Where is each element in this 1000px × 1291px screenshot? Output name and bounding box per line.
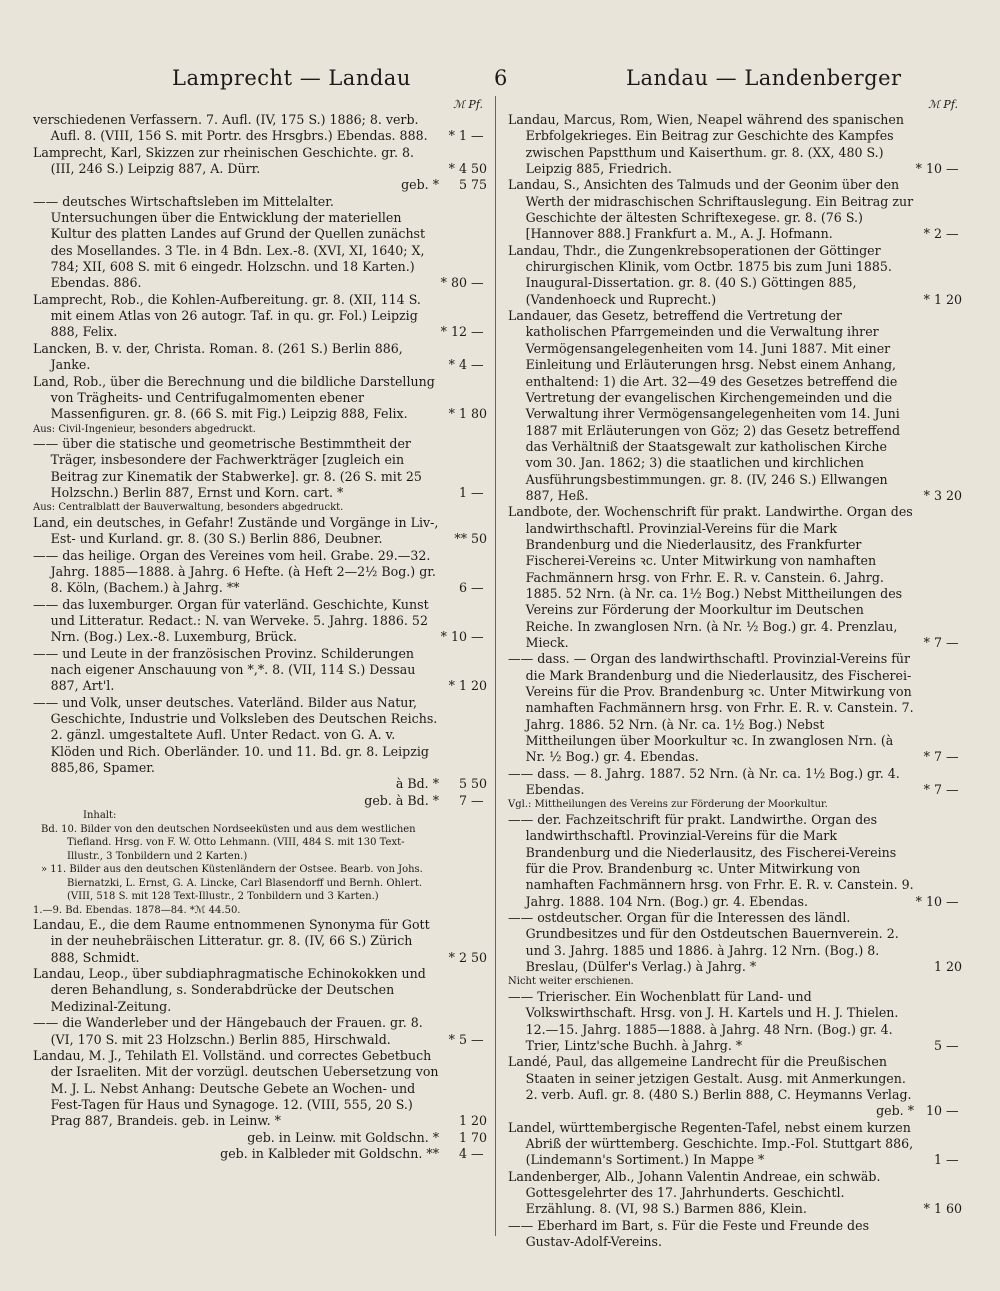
entry-text: Landau, Marcus, Rom, Wien, Neapel während des spanischen Erbfolgekrieges. Ein Beitrag zur Geschichte des Kampfes zwischen Papstthum und Kaiserthum. gr. 8. (XX, 480 S.) Leipzig 885, Friedrich.	[508, 112, 904, 177]
catalog-entry	[508, 1103, 964, 1119]
price-pfennig: 60	[946, 1201, 963, 1217]
price-cell	[914, 177, 964, 242]
price-cell	[439, 436, 489, 501]
price-pfennig: —	[471, 1031, 484, 1047]
column-divider	[495, 96, 496, 1236]
price-cell	[914, 504, 964, 651]
price-column-heading	[508, 98, 964, 110]
catalog-entry	[508, 243, 964, 308]
price-mark: * 10	[915, 161, 942, 177]
price-pfennig: —	[471, 629, 484, 645]
price-cell	[439, 917, 489, 966]
price-pfennig: 50	[471, 531, 488, 547]
catalog-entry	[33, 145, 489, 178]
entry-text: Lancken, B. v. der, Christa. Roman. 8. (261 S.) Berlin 886, Janke.	[33, 340, 403, 373]
entry-text: Landauer, das Gesetz, betreffend die Vertretung der katholischen Pfarrgemeinden und die Verwaltung ihrer Vermögensangelegenheiten vom 14. Juni 1887. Mit einer Einleitung und Erläuterungen hrsg. Nebst einem Anhang, enthaltend: 1) die Art. 32—49 des Gesetzes betreffend die Vertretung der evangelischen Kirchengemeinden und die Verwaltung ihrer Vermögensangelegenheiten vom 14. Juni 1887 mit Erläuterungen von Göz; 2) das Gesetz betreffend das Verhältniß der Staatsgewalt zur katholischen Kirche vom 30. Jan. 1862; 3) die staatlichen und kirchlichen Ausführungsbestimmungen. gr. 8. (IV, 246 S.) Ellwangen 887, Heß.	[508, 308, 901, 503]
price-pfennig: 20	[946, 959, 963, 975]
entry-note: Nicht weiter erschienen.	[508, 976, 634, 988]
price-pfennig: —	[946, 1152, 959, 1168]
catalog-entry	[33, 793, 489, 809]
entry-text: Lamprecht, Karl, Skizzen zur rheinischen Geschichte. gr. 8. (III, 246 S.) Leipzig 887, A. Dürr.	[33, 144, 414, 177]
entry-text: —— das luxemburger. Organ für vaterländ. Geschichte, Kunst und Litteratur. Redact.: N. van Werveke. 5. Jahrg. 1886. 52 Nrn. (Bog.) Lex.-8. Luxemburg, Brück.	[33, 596, 429, 645]
entry-note: Vgl.: Mittheilungen des Vereins zur Förderung der Moorkultur.	[508, 799, 828, 811]
catalog-entry	[33, 374, 489, 423]
catalog-entry	[33, 292, 489, 341]
price-cell	[914, 1169, 964, 1218]
price-mark: 7	[458, 792, 467, 808]
price-cell	[914, 651, 964, 765]
price-pfennig: —	[946, 226, 959, 242]
catalog-entry	[33, 1130, 489, 1146]
price-mark: * 5	[448, 1031, 467, 1047]
entry-text: geb. in Kalbleder mit Goldschn. **	[220, 1145, 439, 1161]
catalog-entry	[508, 812, 964, 910]
price-cell	[439, 292, 489, 341]
entry-text: Land, Rob., über die Berechnung und die bildliche Darstellung von Trägheits- und Centrifugalmomenten ebener Massenfiguren. gr. 8. (66 S. mit Fig.) Leipzig 888, Felix.	[33, 373, 435, 422]
price-mark: 5	[458, 177, 467, 193]
price-cell	[439, 1048, 489, 1130]
price-cell	[439, 646, 489, 695]
entry-text: —— der. Fachzeitschrift für prakt. Landwirthe. Organ des landwirthschaftl. Provinzial-Vereins für die Mark Brandenburg und die Niederlausitz, des Fischerei-Vereins für die Prov. Brandenburg ꝛc. Unter Mitwirkung von namhaften Fachmännern hrsg. von Frhr. E. R. v. Canstein. 9. Jahrg. 1888. 104 Nrn. (Bog.) gr. 4. Ebendas.	[508, 811, 914, 909]
price-mark: * 2	[923, 226, 942, 242]
catalog-entry	[508, 1120, 964, 1169]
price-cell	[439, 776, 489, 792]
price-pfennig: 50	[471, 776, 488, 792]
entry-text: —— Trierischer. Ein Wochenblatt für Land- und Volkswirthschaft. Hrsg. von J. H. Kartels und H. J. Thielen. 12.—15. Jahrg. 1885—1888. à Jahrg. 48 Nrn. (Bog.) gr. 4. Trier, Lintz'sche Buchh. à Jahrg. *	[508, 988, 899, 1053]
price-cell	[914, 989, 964, 1054]
price-mark: * 1	[923, 1201, 942, 1217]
price-pfennig: —	[471, 275, 484, 291]
catalog-entry	[508, 1218, 964, 1251]
price-cell	[439, 374, 489, 423]
price-mark: * 2	[448, 949, 467, 965]
entry-text: —— deutsches Wirtschaftsleben im Mittelalter. Untersuchungen über die Entwicklung der materiellen Kultur des platten Landes auf Grund der Quellen zunächst des Mosellandes. 3 Tle. in 4 Bdn. Lex.-8. (XVI, XI, 1640; X, 784; XII, 608 S. mit 6 eingedr. Holzschn. und 18 Karten.) Ebendas. 886.	[33, 193, 426, 291]
catalog-entry	[508, 177, 964, 242]
entry-text: Landau, Thdr., die Zungenkrebsoperationen der Göttinger chirurgischen Klinik, vom Octbr. 1875 bis zum Juni 1885. Inaugural-Dissertation. gr. 8. (40 S.) Göttingen 885, (Vandenhoeck und Ruprecht.)	[508, 242, 892, 307]
price-cell	[914, 243, 964, 308]
price-mark: * 12	[440, 324, 467, 340]
catalog-entry	[33, 695, 489, 777]
price-mark: * 7	[923, 749, 942, 765]
price-mark: * 1	[923, 291, 942, 307]
price-mark: 5	[933, 1037, 942, 1053]
price-mark: 5	[458, 776, 467, 792]
price-pfennig: —	[946, 749, 959, 765]
price-pfennig: —	[946, 161, 959, 177]
price-pfennig: 70	[471, 1129, 488, 1145]
entry-text: Landau, S., Ansichten des Talmuds und der Geonim über den Werth der midraschischen Schriftauslegung. Ein Beitrag zur Geschichte der ältesten Schriftexegese. gr. 8. (76 S.) [Hannover 888.] Frankfurt a. M., A. J. Hofmann.	[508, 177, 914, 242]
page-number: 6	[494, 66, 508, 90]
price-pfennig: —	[471, 1145, 484, 1161]
catalog-entry	[33, 1048, 489, 1130]
entry-text: Land, ein deutsches, in Gefahr! Zustände und Vorgänge in Liv-, Est- und Kurland. gr. 8. (30 S.) Berlin 886, Deubner.	[33, 514, 439, 547]
price-cell	[439, 515, 489, 548]
running-head-right: Landau — Landenberger	[626, 66, 902, 90]
price-mark: * 3	[923, 487, 942, 503]
price-column-heading	[33, 98, 489, 110]
entry-text: —— dass. — 8. Jahrg. 1887. 52 Nrn. (à Nr. ca. 1½ Bog.) gr. 4. Ebendas.	[508, 765, 900, 798]
price-pfennig: 50	[471, 949, 488, 965]
price-mark: * 7	[923, 635, 942, 650]
catalog-entry	[508, 308, 964, 504]
running-head-left: Lamprecht — Landau	[172, 66, 411, 90]
price-cell	[439, 341, 489, 374]
price-pfennig: —	[946, 1037, 959, 1053]
price-cell	[439, 695, 489, 777]
price-pfennig: 75	[471, 177, 488, 193]
right-entry-list	[508, 112, 964, 1250]
catalog-entry	[508, 1054, 964, 1103]
right-column	[508, 98, 964, 1250]
price-mark: 1	[933, 959, 942, 975]
entry-text: Landau, M. J., Tehilath El. Vollständ. und correctes Gebetbuch der Israeliten. Mit der vorzügl. deutschen Uebersetzung von M. J. L. Nebst Anhang: Deutsche Gebete an Wochen- und Fest-Tagen für Haus und Synagoge. 12. (VIII, 555, 20 S.) Prag 887, Brandeis. geb. in Leinw. *	[33, 1047, 439, 1129]
entry-text: Lamprecht, Rob., die Kohlen-Aufbereitung. gr. 8. (XII, 114 S. mit einem Atlas von 26 autogr. Taf. in qu. gr. Fol.) Leipzig 888, Felix.	[33, 291, 421, 340]
price-pfennig: —	[471, 357, 484, 373]
catalog-entry	[33, 112, 489, 145]
catalog-entry	[33, 548, 489, 597]
entry-note: 1.—9. Bd. Ebendas. 1878—84. *ℳ 44.50.	[33, 904, 241, 916]
price-mark: * 1	[448, 678, 467, 694]
price-pfennig: 20	[946, 487, 963, 503]
catalog-entry	[33, 194, 489, 292]
price-mark: 10	[925, 1103, 942, 1119]
price-cell	[914, 766, 964, 799]
price-pfennig: —	[946, 635, 959, 650]
catalog-entry	[508, 1169, 964, 1218]
price-mark: * 80	[440, 275, 467, 291]
price-mark: * 7	[923, 782, 942, 798]
entry-text: geb. *	[401, 177, 439, 193]
price-pfennig: 80	[471, 406, 488, 422]
catalog-entry	[33, 1146, 489, 1162]
entry-note: Aus: Centralblatt der Bauverwaltung, besonders abgedruckt.	[33, 502, 344, 514]
catalog-entry	[33, 776, 489, 792]
entry-note: Bd. 10. Bilder von den deutschen Nordseeküsten und aus dem westlichen Tiefland. Hrsg. von F. W. Otto Lehmann. (VIII, 484 S. mit 130 Text-Illustr., 3 Tonbildern und 2 Karten.)	[41, 823, 416, 862]
contents-heading: Inhalt:	[83, 810, 117, 822]
left-entry-list	[33, 112, 489, 1162]
price-cell	[439, 177, 489, 193]
entry-text: —— und Leute in der französischen Provinz. Schilderungen nach eigener Anschauung von *,*. 8. (VII, 114 S.) Dessau 887, Art'l.	[33, 645, 416, 694]
entry-text: geb. *	[876, 1103, 914, 1119]
entry-text: Landau, E., die dem Raume entnommenen Synonyma für Gott in der neuhebräischen Litteratur. gr. 8. (IV, 66 S.) Zürich 888, Schmidt.	[33, 917, 430, 965]
catalog-entry	[33, 341, 489, 374]
catalog-entry	[33, 1015, 489, 1048]
entry-text: Landenberger, Alb., Johann Valentin Andreae, ein schwäb. Gottesgelehrter des 17. Jahrhunderts. Geschichtl. Erzählung. 8. (VI, 98 S.) Barmen 886, Klein.	[508, 1168, 881, 1217]
entry-text: —— dass. — Organ des landwirthschaftl. Provinzial-Vereins für die Mark Brandenburg und die Niederlausitz, des Fischerei-Vereins für die Prov. Brandenburg ꝛc. Unter Mitwirkung von namhaften Fachmännern hrsg. von Frhr. E. R. v. Canstein. 7. Jahrg. 1886. 52 Nrn. (à Nr. ca. 1½ Bog.) Nebst Mittheilungen über Moorkultur ꝛc. In zwanglosen Nrn. (à Nr. ½ Bog.) gr. 4. Ebendas.	[508, 651, 914, 765]
entry-note: » 11. Bilder aus den deutschen Küstenländern der Ostsee. Bearb. von Johs. Biernatzki, L. Ernst, G. A. Lincke, Carl Blasendorff und Bernh. Ohlert. (VIII, 518 S. mit 128 Text-Illustr., 2 Tonbildern und 3 Karten.)	[41, 864, 423, 903]
price-mark: 6	[458, 580, 467, 596]
price-mark: **	[454, 531, 467, 547]
price-cell	[439, 793, 489, 809]
price-cell	[439, 145, 489, 178]
price-pfennig: —	[946, 782, 959, 798]
catalog-entry	[33, 436, 489, 501]
price-cell	[914, 1103, 964, 1119]
price-cell	[914, 1218, 964, 1251]
price-pfennig: —	[471, 128, 484, 144]
price-pfennig: 50	[471, 161, 488, 177]
price-pfennig: 20	[471, 1113, 488, 1129]
catalog-entry	[508, 651, 964, 765]
price-pfennig: —	[946, 1103, 959, 1119]
price-cell	[439, 194, 489, 292]
price-pfennig: 20	[946, 291, 963, 307]
price-pfennig: —	[471, 485, 484, 501]
entry-text: Landé, Paul, das allgemeine Landrecht für die Preußischen Staaten in seiner jetzigen Gestalt. Ausg. mit Anmerkungen. 2. verb. Aufl. gr. 8. (480 S.) Berlin 888, C. Heymanns Verlag.	[508, 1054, 912, 1102]
entry-text: Landau, Leop., über subdiaphragmatische Echinokokken und deren Behandlung, s. Sonderabdrücke der Deutschen Medizinal-Zeitung.	[33, 966, 426, 1014]
left-column	[33, 98, 489, 1162]
price-cell	[439, 597, 489, 646]
price-mark: * 1	[448, 128, 467, 144]
price-pfennig: —	[471, 792, 484, 808]
entry-text: —— über die statische und geometrische Bestimmtheit der Träger, insbesondere der Fachwerkträger [zugleich ein Beitrag zur Kinematik der Stabwerke]. gr. 8. (26 S. mit 25 Holzschn.) Berlin 887, Ernst und Korn. cart. *	[33, 436, 422, 501]
price-pfennig: —	[471, 580, 484, 596]
entry-text: à Bd. *	[395, 776, 439, 792]
catalog-entry	[33, 515, 489, 548]
entry-note: Aus: Civil-Ingenieur, besonders abgedruckt.	[33, 423, 256, 435]
entry-text: verschiedenen Verfassern. 7. Aufl. (IV, 175 S.) 1886; 8. verb. Aufl. 8. (VIII, 156 S. mit Portr. des Hrsgbrs.) Ebendas. 888.	[33, 112, 428, 144]
price-mark: * 4	[448, 357, 467, 373]
catalog-entry	[33, 917, 489, 966]
price-mark: 1	[933, 1152, 942, 1168]
price-mark: 1	[458, 485, 467, 501]
price-mark: 1	[458, 1129, 467, 1145]
price-cell	[439, 966, 489, 1015]
catalog-entry	[508, 504, 964, 651]
catalog-entry	[33, 646, 489, 695]
catalog-entry	[33, 597, 489, 646]
price-mark: * 1	[448, 406, 467, 422]
price-pfennig: —	[946, 893, 959, 909]
price-cell	[439, 1130, 489, 1146]
price-cell	[914, 812, 964, 910]
price-cell	[914, 308, 964, 504]
entry-text: —— das heilige. Organ des Vereines vom heil. Grabe. 29.—32. Jahrg. 1885—1888. à Jahrg. 6 Hefte. (à Heft 2—2½ Bog.) gr. 8. Köln, (Bachem.) à Jahrg. **	[33, 547, 436, 596]
entry-text: —— die Wanderleber und der Hängebauch der Frauen. gr. 8. (VI, 170 S. mit 23 Holzschn.) Berlin 885, Hirschwald.	[33, 1015, 423, 1047]
price-mark: 1	[458, 1113, 467, 1129]
price-cell	[439, 112, 489, 145]
entry-text: —— ostdeutscher. Organ für die Interessen des ländl. Grundbesitzes und für den Ostdeutschen Bauernverein. 2. und 3. Jahrg. 1885 und 1886. à Jahrg. 12 Nrn. (Bog.) 8. Breslau, (Dülfer's Verlag.) à Jahrg. *	[508, 910, 899, 975]
catalog-entry	[508, 766, 964, 799]
price-cell	[914, 1054, 964, 1103]
entry-text: Landel, württembergische Regenten-Tafel, nebst einem kurzen Abriß der württemberg. Geschichte. Imp.-Fol. Stuttgart 886, (Lindemann's Sortiment.) In Mappe *	[508, 1119, 914, 1168]
price-heading-label: ℳ Pf.	[928, 98, 958, 111]
price-heading-label: ℳ Pf.	[453, 98, 483, 111]
catalog-entry	[33, 177, 489, 193]
price-cell	[914, 910, 964, 975]
entry-text: —— Eberhard im Bart, s. Für die Feste und Freunde des Gustav-Adolf-Vereins.	[508, 1217, 870, 1250]
catalog-entry	[508, 989, 964, 1054]
price-pfennig: —	[471, 324, 484, 340]
price-mark: 4	[458, 1145, 467, 1161]
entry-text: geb. in Leinw. mit Goldschn. *	[247, 1129, 439, 1145]
price-mark: * 10	[915, 893, 942, 909]
price-mark: * 4	[448, 161, 467, 177]
price-cell	[914, 112, 964, 177]
entry-text: Landbote, der. Wochenschrift für prakt. Landwirthe. Organ des landwirthschaftl. Provinzial-Vereins für die Mark Brandenburg und die Niederlausitz, des Frankfurter Fischerei-Vereins ꝛc. Unter Mitwirkung von namhaften Fachmännern hrsg. von Frhr. E. R. v. Canstein. 6. Jahrg. 1885. 52 Nrn. (à Nr. ca. 1½ Bog.) Nebst Mittheilungen des Vereins zur Förderung der Moorkultur im Deutschen Reiche. In zwanglosen Nrn. (à Nr. ½ Bog.) gr. 4. Prenzlau, Mieck.	[508, 504, 913, 650]
price-pfennig: 20	[471, 678, 488, 694]
catalog-entry	[508, 910, 964, 975]
price-cell	[439, 1146, 489, 1162]
catalog-entry	[508, 112, 964, 177]
price-cell	[914, 1120, 964, 1169]
catalog-entry	[33, 966, 489, 1015]
price-cell	[439, 548, 489, 597]
entry-text: —— und Volk, unser deutsches. Vaterländ. Bilder aus Natur, Geschichte, Industrie und Volksleben des Deutschen Reichs. 2. gänzl. umgestaltete Aufl. Unter Redact. von G. A. v. Klöden und Rich. Oberländer. 10. und 11. Bd. gr. 8. Leipzig 885,86, Spamer.	[33, 694, 438, 776]
entry-text: geb. à Bd. *	[364, 792, 439, 808]
price-mark: * 10	[440, 629, 467, 645]
price-cell	[439, 1015, 489, 1048]
